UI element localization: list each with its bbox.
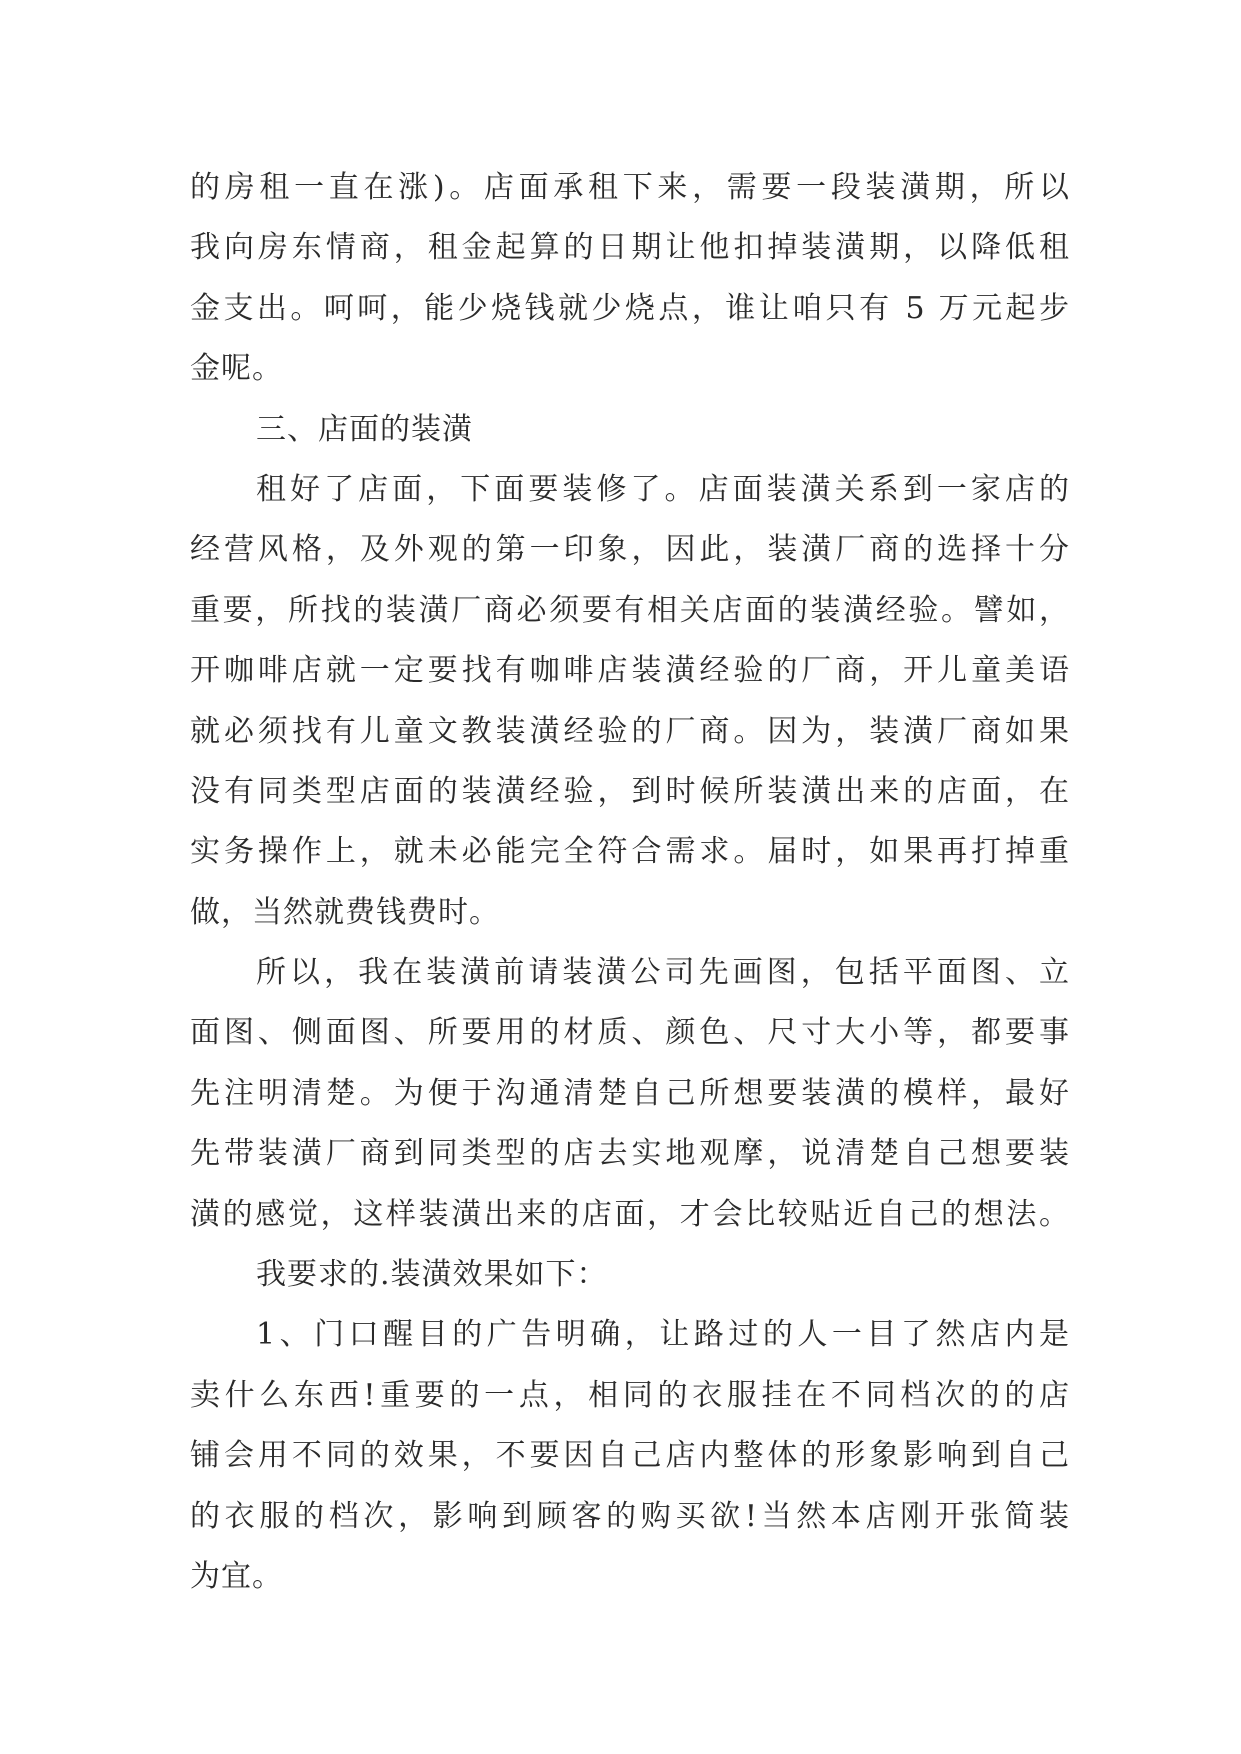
text-line: 我向房东情商，租金起算的日期让他扣掉装潢期，以降低租 — [190, 230, 1070, 266]
text-line: 1、门口醒目的广告明确，让路过的人一目了然店内是 — [256, 1317, 1070, 1353]
text-line: 经营风格，及外观的第一印象，因此，装潢厂商的选择十分 — [190, 532, 1070, 568]
section-heading: 三、店面的装潢 — [256, 411, 473, 447]
text-line: 面图、侧面图、所要用的材质、颜色、尺寸大小等，都要事 — [190, 1015, 1070, 1051]
text-line: 卖什么东西!重要的一点，相同的衣服挂在不同档次的的店 — [190, 1377, 1070, 1413]
text-line: 的房租一直在涨)。店面承租下来，需要一段装潢期，所以 — [190, 170, 1070, 205]
text-line: 我要求的.装潢效果如下： — [256, 1257, 608, 1293]
text-line: 先注明清楚。为便于沟通清楚自己所想要装潢的模样，最好 — [190, 1075, 1070, 1111]
text-line: 开咖啡店就一定要找有咖啡店装潢经验的厂商，开儿童美语 — [190, 653, 1070, 689]
text-line: 租好了店面，下面要装修了。店面装潢关系到一家店的 — [256, 471, 1070, 507]
text-line: 做，当然就费钱费时。 — [190, 894, 500, 930]
text-line: 没有同类型店面的装潢经验，到时候所装潢出来的店面，在 — [190, 773, 1070, 809]
text-line: 先带装潢厂商到同类型的店去实地观摩，说清楚自己想要装 — [190, 1136, 1070, 1172]
text-line: 就必须找有儿童文教装潢经验的厂商。因为，装潢厂商如果 — [190, 713, 1070, 749]
text-line: 为宜。 — [190, 1558, 283, 1594]
text-line: 铺会用不同的效果，不要因自己店内整体的形象影响到自己 — [190, 1438, 1070, 1474]
document-body — [190, 158, 1070, 1607]
text-line: 金支出。呵呵，能少烧钱就少烧点，谁让咱只有 5 万元起步 — [190, 290, 1070, 326]
text-line: 重要，所找的装潢厂商必须要有相关店面的装潢经验。譬如， — [190, 592, 1070, 628]
text-line: 金呢。 — [190, 351, 283, 387]
text-line: 的衣服的档次，影响到顾客的购买欲!当然本店刚开张简装 — [190, 1498, 1070, 1534]
text-line: 潢的感觉，这样装潢出来的店面，才会比较贴近自己的想法。 — [190, 1196, 1070, 1232]
text-line: 所以，我在装潢前请装潢公司先画图，包括平面图、立 — [256, 955, 1070, 991]
text-line: 实务操作上，就未必能完全符合需求。届时，如果再打掉重 — [190, 834, 1070, 870]
